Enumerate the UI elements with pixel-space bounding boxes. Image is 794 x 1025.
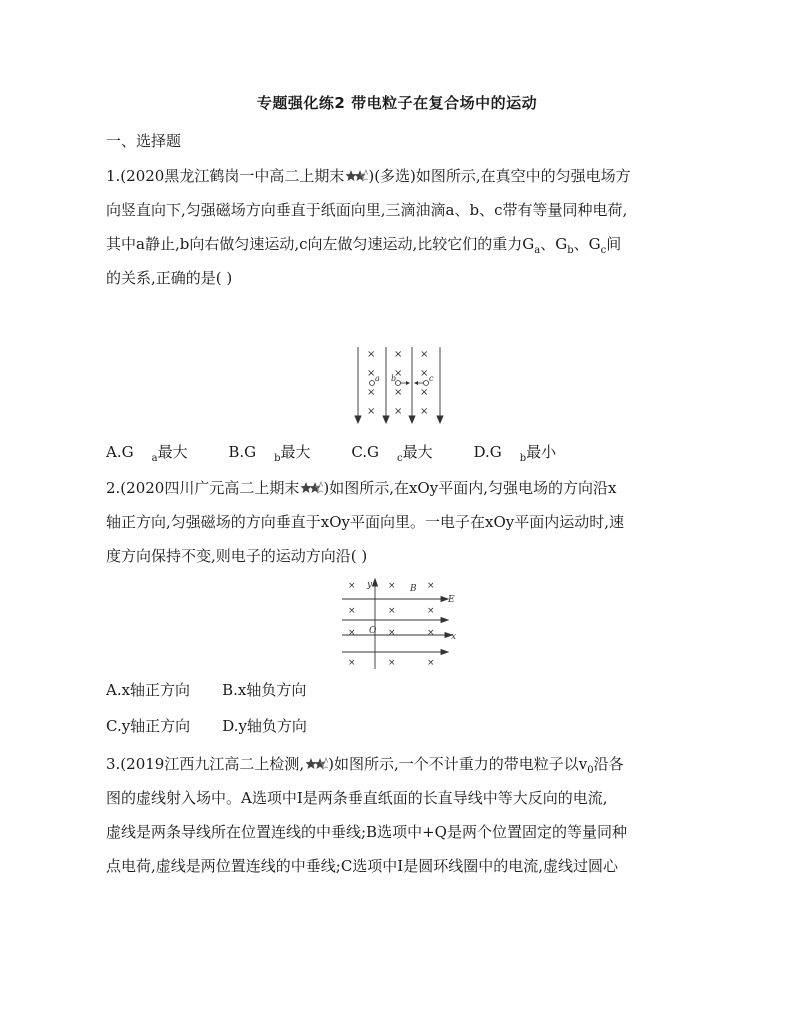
svg-text:×: ×	[388, 581, 396, 591]
q2-option-d[interactable]: D.y轴负方向	[222, 717, 307, 735]
q1-stem-3d: 间	[606, 235, 622, 253]
svg-text:×: ×	[427, 581, 435, 591]
q1-sub-c: c	[600, 245, 607, 256]
label-a: a	[375, 374, 380, 383]
q3-v0-sub: 0	[587, 765, 594, 776]
q3-line-2: 图的虚线射入场中。A选项中I是两条垂直纸面的长直导线中等大反向的电流,	[106, 789, 608, 807]
axis-x-label: x	[451, 632, 457, 642]
svg-text:×: ×	[367, 349, 376, 360]
svg-text:×: ×	[348, 658, 356, 668]
svg-text:×: ×	[394, 387, 403, 398]
svg-text:×: ×	[348, 628, 356, 638]
q3-stem-1c: 沿各	[593, 755, 624, 773]
q1-option-c[interactable]: C.G $_c$最大	[351, 443, 433, 464]
svg-text:×: ×	[420, 368, 429, 379]
document-title: 专题强化练2 带电粒子在复合场中的运动	[256, 94, 538, 112]
svg-text:×: ×	[420, 387, 429, 398]
q2-options-row-2	[106, 715, 696, 737]
svg-text:×: ×	[394, 349, 403, 360]
field-b-label: B	[410, 584, 417, 594]
q2-stem-1: )如图所示,在xOy平面内,匀强电场的方向沿x	[323, 479, 617, 497]
q2-option-a[interactable]: A.x轴正方向	[106, 681, 191, 699]
q1-stem-3b: 、G	[540, 235, 568, 253]
label-b: b	[391, 374, 397, 383]
svg-text:×: ×	[367, 368, 376, 379]
section-heading: 一、选择题	[106, 132, 182, 150]
svg-text:×: ×	[427, 658, 435, 668]
svg-text:×: ×	[388, 658, 396, 668]
q2-option-b[interactable]: B.x轴负方向	[222, 681, 307, 699]
svg-text:×: ×	[420, 406, 429, 417]
q1-option-b[interactable]: B.G $_b$最大	[228, 443, 311, 464]
svg-text:×: ×	[367, 406, 376, 417]
q3-line-1	[106, 753, 696, 775]
svg-text:×: ×	[348, 581, 356, 591]
q1-stem-1: )(多选)如图所示,在真空中的匀强电场方	[368, 167, 631, 185]
difficulty-stars-icon	[304, 756, 328, 770]
difficulty-stars-icon	[344, 168, 368, 182]
q1-sub-b: b	[567, 245, 574, 256]
q1-line-3	[106, 233, 696, 255]
q1-options	[106, 441, 696, 463]
q3-line-4: 点电荷,虚线是两位置连线的中垂线;C选项中I是圆环线圈中的电流,虚线过圆心	[106, 857, 618, 875]
svg-text:×: ×	[394, 406, 403, 417]
q3-line-3: 虚线是两条导线所在位置连线的中垂线;B选项中+Q是两个位置固定的等量同种	[106, 823, 627, 841]
q3-source: 3.(2019江西九江高二上检测,	[106, 755, 305, 773]
svg-text:×: ×	[427, 606, 435, 616]
axis-y-label: y	[367, 580, 373, 590]
svg-text:×: ×	[427, 628, 435, 638]
q1-line-1	[106, 165, 696, 187]
difficulty-stars-icon	[299, 480, 323, 494]
q2-options-row-1	[106, 679, 696, 701]
q2-figure	[338, 575, 460, 671]
droplet-a	[370, 381, 375, 386]
svg-text:×: ×	[348, 606, 356, 616]
q2-option-c[interactable]: C.y轴正方向	[106, 717, 191, 735]
q2-line-2: 轴正方向,匀强磁场的方向垂直于xOy平面向里。一电子在xOy平面内运动时,速	[106, 513, 625, 531]
q1-figure	[350, 343, 450, 425]
origin-label: O	[369, 626, 377, 636]
q1-option-d[interactable]: D.G $_b$最小	[473, 443, 557, 464]
label-c: c	[429, 374, 434, 383]
droplet-c	[424, 381, 429, 386]
q1-line-4: 的关系,正确的是( )	[106, 269, 233, 287]
q2-line-3: 度方向保持不变,则电子的运动方向沿( )	[106, 547, 368, 565]
q2-source: 2.(2020四川广元高二上期末	[106, 479, 300, 497]
droplet-b	[396, 381, 401, 386]
q1-option-a[interactable]: A.G $_a$最大	[106, 443, 188, 464]
q1-sub-a: a	[534, 245, 541, 256]
svg-text:×: ×	[367, 387, 376, 398]
svg-text:×: ×	[388, 628, 396, 638]
q2-line-1	[106, 477, 696, 499]
q1-stem-3c: 、G	[573, 235, 601, 253]
field-e-label: E	[448, 595, 455, 605]
q1-line-2: 向竖直向下,匀强磁场方向垂直于纸面向里,三滴油滴a、b、c带有等量同种电荷,	[106, 201, 628, 219]
svg-text:×: ×	[420, 349, 429, 360]
svg-text:×: ×	[394, 368, 403, 379]
q1-source: 1.(2020黑龙江鹤岗一中高二上期末	[106, 167, 345, 185]
q3-stem-1: )如图所示,一个不计重力的带电粒子以v	[328, 755, 588, 773]
q1-stem-3a: 其中a静止,b向右做匀速运动,c向左做匀速运动,比较它们的重力G	[106, 235, 535, 253]
svg-text:×: ×	[388, 606, 396, 616]
